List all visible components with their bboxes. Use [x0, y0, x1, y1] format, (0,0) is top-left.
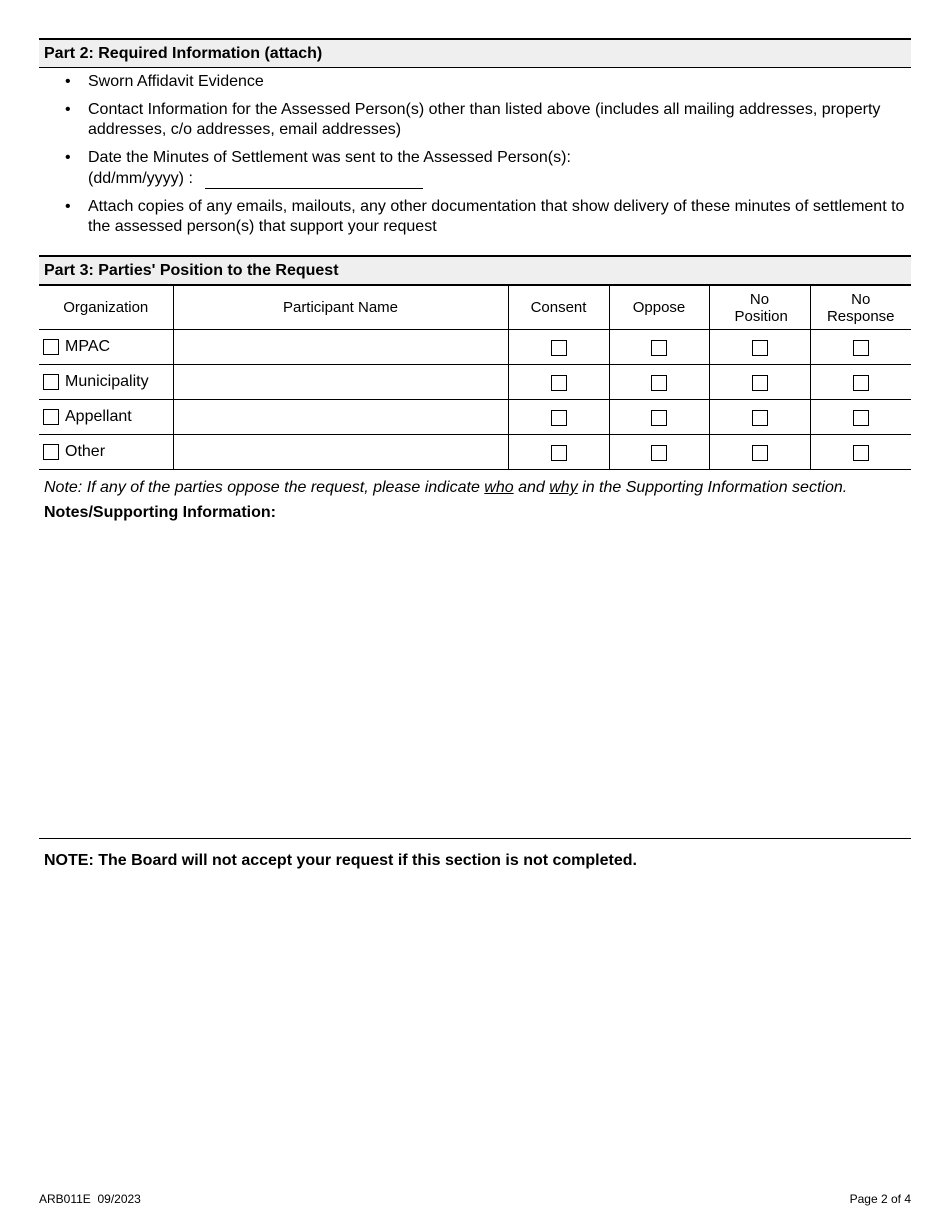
- oppose-checkbox[interactable]: [651, 340, 667, 356]
- appellant-checkbox[interactable]: [43, 409, 59, 425]
- oppose-checkbox[interactable]: [651, 445, 667, 461]
- other-checkbox[interactable]: [43, 444, 59, 460]
- table-row: [39, 330, 911, 365]
- list-item: • Contact Information for the Assessed Person(s) other than listed above (includes all mailing addresses, property addresses, c/o addresses, email addresses): [39, 100, 911, 140]
- col-oppose: Oppose: [609, 286, 709, 330]
- table-row: [39, 400, 911, 435]
- oppose-checkbox[interactable]: [651, 375, 667, 391]
- list-item: [39, 148, 911, 189]
- col-no-response: No Response: [810, 286, 911, 330]
- col-participant-name: Participant Name: [173, 286, 508, 330]
- consent-checkbox[interactable]: [551, 410, 567, 426]
- notes-label: Notes/Supporting Information:: [44, 504, 276, 521]
- oppose-note: Note: If any of the parties oppose the request, please indicate who and why in the Supporting Information section.: [44, 479, 848, 496]
- table-row: [39, 365, 911, 400]
- part2-header: Part 2: Required Information (attach): [39, 38, 911, 68]
- no-response-checkbox[interactable]: [853, 445, 869, 461]
- organization-cell: Other: [39, 435, 173, 470]
- participant-name-input[interactable]: [173, 435, 508, 470]
- list-item: • Sworn Affidavit Evidence: [39, 72, 911, 92]
- parties-table: [39, 285, 911, 470]
- form-code: ARB011E 09/2023: [39, 1192, 141, 1206]
- no-position-checkbox[interactable]: [752, 445, 768, 461]
- completion-warning: NOTE: The Board will not accept your request if this section is not completed.: [44, 852, 637, 869]
- participant-name-input[interactable]: [173, 365, 508, 400]
- date-sent-label: • Date the Minutes of Settlement was sent to the Assessed Person(s):: [88, 149, 571, 166]
- participant-name-input[interactable]: [173, 400, 508, 435]
- col-no-position: No Position: [709, 286, 810, 330]
- notes-input[interactable]: [39, 522, 911, 839]
- col-consent: Consent: [508, 286, 609, 330]
- participant-name-input[interactable]: [173, 330, 508, 365]
- consent-checkbox[interactable]: [551, 375, 567, 391]
- consent-checkbox[interactable]: [551, 445, 567, 461]
- no-response-checkbox[interactable]: [853, 340, 869, 356]
- part3-header: Part 3: Parties' Position to the Request: [39, 255, 911, 285]
- organization-cell: Municipality: [39, 365, 173, 400]
- form-page: [39, 38, 911, 870]
- organization-cell: MPAC: [39, 330, 173, 365]
- organization-cell: Appellant: [39, 400, 173, 435]
- no-position-checkbox[interactable]: [752, 375, 768, 391]
- page-number: Page 2 of 4: [849, 1192, 911, 1206]
- mpac-checkbox[interactable]: [43, 339, 59, 355]
- no-position-checkbox[interactable]: [752, 410, 768, 426]
- date-sent-input[interactable]: [205, 168, 423, 189]
- oppose-checkbox[interactable]: [651, 410, 667, 426]
- table-row: [39, 435, 911, 470]
- list-item: • Attach copies of any emails, mailouts, any other documentation that show delivery of these minutes of settlement to the assessed person(s) that support your request: [39, 197, 911, 237]
- col-organization: Organization: [39, 286, 173, 330]
- municipality-checkbox[interactable]: [43, 374, 59, 390]
- no-response-checkbox[interactable]: [853, 410, 869, 426]
- part2-list: [39, 68, 911, 255]
- no-response-checkbox[interactable]: [853, 375, 869, 391]
- no-position-checkbox[interactable]: [752, 340, 768, 356]
- date-format-label: (dd/mm/yyyy) :: [88, 170, 193, 187]
- consent-checkbox[interactable]: [551, 340, 567, 356]
